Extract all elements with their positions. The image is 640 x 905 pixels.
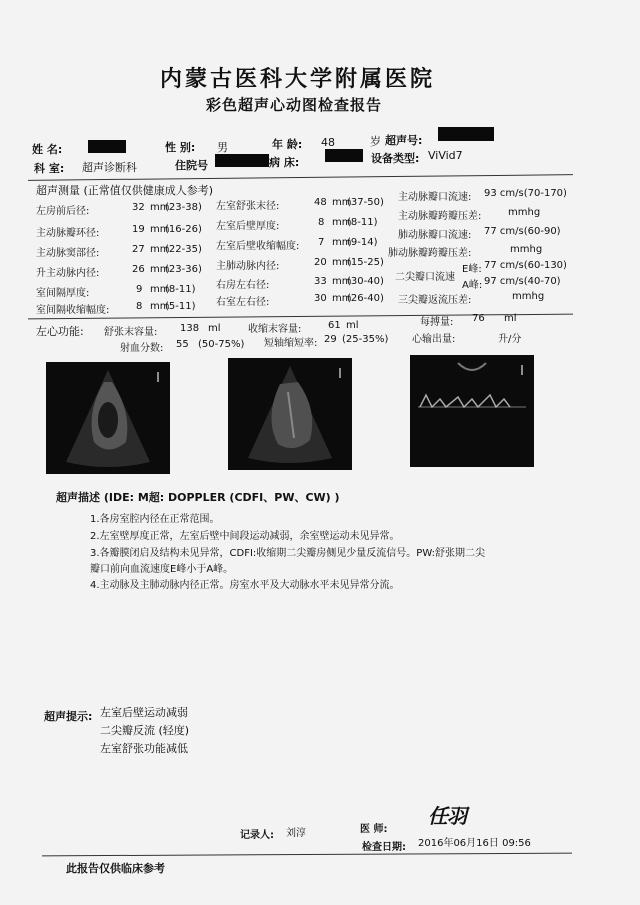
- date-value: 2016年06月16日 09:56: [418, 838, 531, 849]
- measure-row: 室间隔厚度: 9 mm (8-11): [36, 284, 196, 299]
- measure-row: 左室后壁厚度: 8 mm (8-11): [216, 217, 378, 232]
- dept-value: 超声诊断科: [82, 161, 137, 174]
- mitral-flow-label: 二尖瓣口流速: [395, 272, 455, 283]
- measure-row: 主动脉瓣跨瓣压差: mmhg: [398, 207, 541, 222]
- device-label: 设备类型:: [371, 152, 420, 165]
- report-title: 彩色超声心动图检查报告: [206, 96, 383, 114]
- description-line: 1.各房室腔内径在正常范围。: [90, 514, 220, 525]
- lv-function-label: 左心功能:: [36, 325, 84, 338]
- ultrasound-image-1: [46, 362, 170, 474]
- redacted-name: [88, 140, 126, 153]
- inpatient-no-label: 住院号: [175, 159, 208, 172]
- hospital-title: 内蒙古医科大学附属医院: [160, 66, 436, 92]
- fs-row: 短轴缩短率: 29 (25-35%): [264, 334, 389, 349]
- redacted-exam-no: [438, 127, 494, 141]
- measure-row: 左室后壁收缩幅度: 7 mm (9-14): [216, 237, 378, 252]
- age-value: 48: [321, 136, 335, 149]
- sv-row: 每搏量: 76 ml: [420, 313, 517, 328]
- ef-row: 射血分数: 55 (50-75%): [120, 339, 245, 354]
- redacted-bed: [325, 149, 363, 162]
- recorder-value: 刘淳: [286, 828, 306, 839]
- measure-row: A峰: 97 cm/s(40-70): [462, 276, 561, 291]
- description-line: 瓣口前向血流速度E峰小于A峰。: [90, 564, 234, 575]
- measure-row: 肺动脉瓣口流速: 77 cm/s(60-90): [398, 226, 561, 241]
- description-line: 4.主动脉及主肺动脉内径正常。房室水平及大动脉水平未见异常分流。: [90, 580, 400, 591]
- exam-no-label: 超声号:: [385, 134, 423, 147]
- doppler-image: [410, 355, 534, 467]
- conclusion-heading: 超声提示:: [44, 710, 93, 723]
- measure-row: 右房左右径: 33 mm (30-40): [216, 276, 384, 291]
- measure-row: 左房前后径: 32 mm (23-38): [36, 202, 202, 217]
- measure-row: 主动脉瓣环径: 19 mm (16-26): [36, 224, 202, 239]
- conclusion-line: 二尖瓣反流 (轻度): [100, 724, 190, 737]
- description-line: 2.左室壁厚度正常，左室后壁中间段运动减弱，余室壁运动未见异常。: [90, 531, 400, 542]
- measure-row: 升主动脉内径: 26 mm (23-36): [36, 264, 202, 279]
- device-value: ViVid7: [428, 149, 463, 162]
- description-heading: 超声描述 (IDE: M超: DOPPLER (CDFI、PW、CW) ): [56, 491, 340, 504]
- edv-row: 舒张末容量: 138 ml: [104, 323, 221, 338]
- gender-label: 性 别:: [165, 141, 196, 154]
- disclaimer: 此报告仅供临床参考: [66, 862, 165, 875]
- name-label: 姓 名:: [32, 143, 63, 156]
- co-row: 心输出量: 升/分: [412, 334, 522, 345]
- conclusion-line: 左室舒张功能减低: [100, 742, 188, 755]
- ultrasound-image-2: [228, 358, 352, 470]
- measure-row: 主动脉瓣口流速: 93 cm/s(70-170): [398, 188, 567, 203]
- age-label: 年 龄:: [272, 138, 303, 151]
- doctor-label: 医 师:: [360, 824, 388, 835]
- esv-row: 收缩末容量: 61 ml: [248, 320, 359, 335]
- redacted-inpatient-no: [215, 154, 269, 167]
- measure-row: 右室左右径: 30 mm (26-40): [216, 293, 384, 308]
- conclusion-line: 左室后壁运动减弱: [100, 706, 188, 719]
- doctor-signature: 任羽: [428, 804, 466, 828]
- age-unit: 岁: [370, 135, 381, 148]
- description-line: 3.各瓣膜闭启及结构未见异常，CDFI:收缩期二尖瓣房侧见少量反流信号。PW:舒张期二尖: [90, 548, 485, 559]
- measure-row: 肺动脉瓣跨瓣压差: mmhg: [388, 244, 543, 259]
- measure-row: E峰: 77 cm/s(60-130): [462, 260, 567, 275]
- ward-label: 病 床:: [269, 156, 300, 169]
- dept-label: 科 室:: [34, 162, 65, 175]
- divider: [28, 314, 573, 320]
- recorder-label: 记录人:: [240, 830, 274, 841]
- measure-row: 左室舒张末径: 48 mm (37-50): [216, 197, 384, 212]
- divider: [28, 174, 573, 181]
- divider: [42, 853, 572, 857]
- measure-heading: 超声测量 (正常值仅供健康成人参考): [36, 184, 214, 197]
- measure-row: 室间隔收缩幅度: 8 mm (5-11): [36, 301, 196, 316]
- gender-value: 男: [217, 141, 228, 154]
- measure-row: 三尖瓣返流压差: mmhg: [398, 291, 545, 306]
- measure-row: 主肺动脉内径: 20 mm (15-25): [216, 257, 384, 272]
- measure-row: 主动脉窦部径: 27 mm (22-35): [36, 244, 202, 259]
- date-label: 检查日期:: [362, 842, 406, 853]
